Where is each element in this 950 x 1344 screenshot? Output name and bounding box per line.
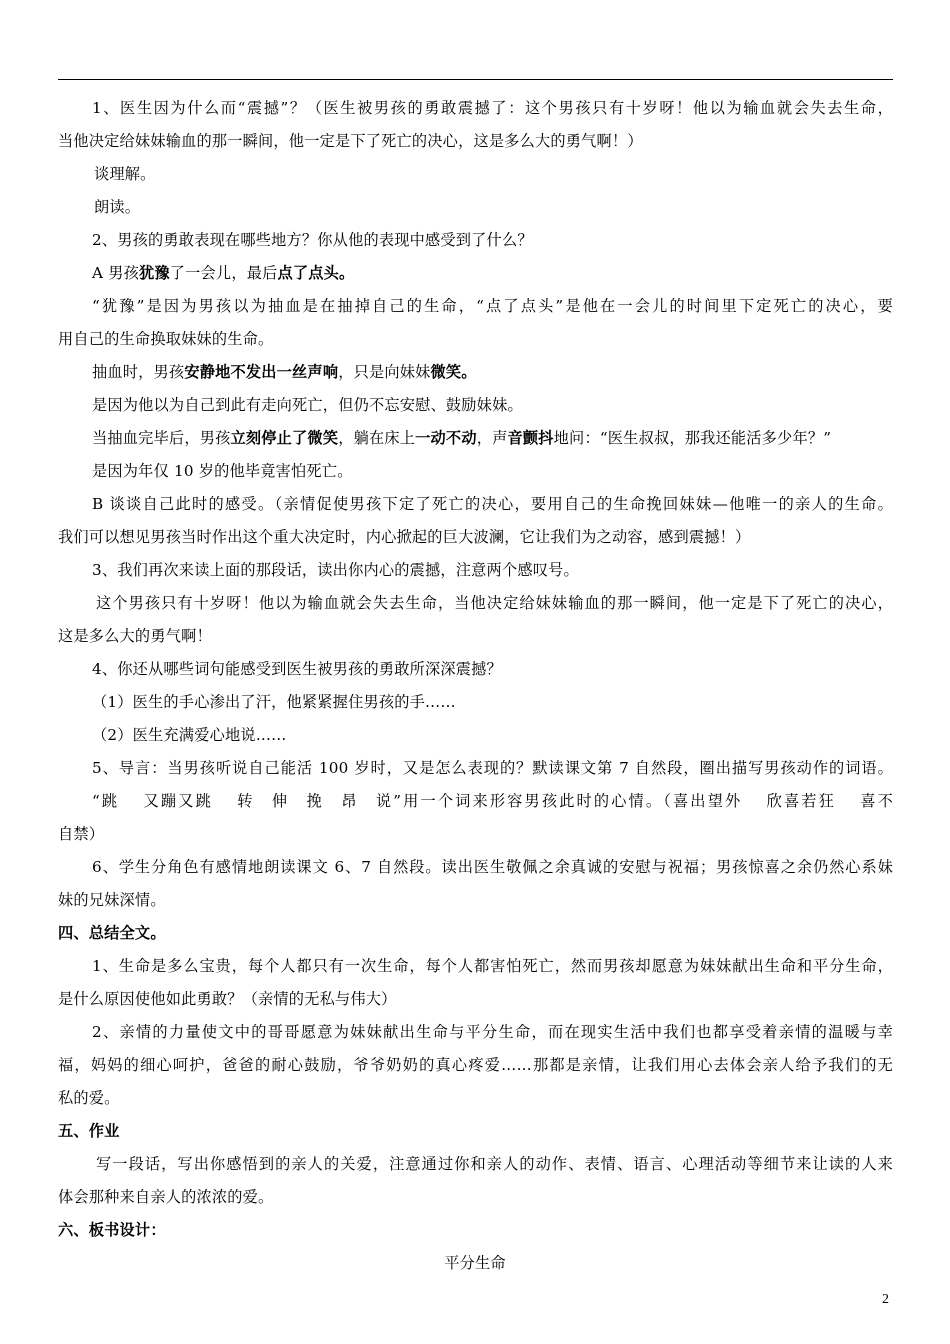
point-a-prefix: A 男孩 xyxy=(92,264,139,282)
summary-2-line-2: 福，妈妈的细心呵护，爸爸的耐心鼓励，爷爷奶奶的真心疼爱……那都是亲情，让我们用心去体会亲人给予我们的无 xyxy=(58,1056,893,1074)
page-number: 2 xyxy=(882,1292,889,1307)
section-4-heading: 四、总结全文。 xyxy=(58,924,166,942)
after-mid2: ，声 xyxy=(476,429,508,447)
question-4-item-1: （1）医生的手心渗出了汗，他紧紧握住男孩的手…… xyxy=(92,693,456,711)
point-b-line-1: B 谈谈自己此时的感受。（亲情促使男孩下定了死亡的决心，要用自己的生命挽回妹妹—他唯一的亲人的生命。 xyxy=(92,495,893,513)
header-rule xyxy=(58,79,893,80)
summary-2-line-3: 私的爱。 xyxy=(58,1089,120,1107)
action-words-line-1: “跳 又蹦又跳 转 伸 挽 昂 说”用一个词来形容男孩此时的心情。（喜出望外 欣喜若狂 喜不 xyxy=(92,792,893,810)
point-a-mid: 了一会儿，最后 xyxy=(169,264,278,282)
section-5-heading: 五、作业 xyxy=(58,1122,120,1140)
action-words-line-2: 自禁） xyxy=(58,825,105,843)
quote-line-2: 这是多么大的勇气啊！ xyxy=(58,627,212,645)
bold-stop-smile: 立刻停止了微笑 xyxy=(230,429,339,447)
after-mid: ，躺在床上 xyxy=(338,429,416,447)
question-3: 3、我们再次来读上面的那段话，读出你内心的震撼，注意两个感叹号。 xyxy=(92,561,579,579)
bold-motionless: 一动不动 xyxy=(415,429,477,447)
drawing-prefix: 抽血时，男孩 xyxy=(92,363,185,381)
bold-nod: 点了点头。 xyxy=(277,264,355,282)
summary-1-line-1: 1、生命是多么宝贵，每个人都只有一次生命，每个人都害怕死亡，然而男孩却愿意为妹妹献出生命和平分生命， xyxy=(92,957,893,975)
because-line-2: 是因为年仅 10 岁的他毕竟害怕死亡。 xyxy=(92,462,353,480)
bold-quiet: 安静地不发出一丝声响 xyxy=(184,363,339,381)
bold-hesitate: 犹豫 xyxy=(138,264,170,282)
board-design-title: 平分生命 xyxy=(444,1254,506,1272)
homework-line-2: 体会那种来自亲人的浓浓的爱。 xyxy=(58,1188,274,1206)
after-post: 地问：“医生叔叔，那我还能活多少年？” xyxy=(553,429,832,447)
question-4: 4、你还从哪些词句能感受到医生被男孩的勇敢所深深震撼？ xyxy=(92,660,502,678)
summary-1-line-2: 是什么原因使他如此勇敢？（亲情的无私与伟大） xyxy=(58,990,397,1008)
question-5: 5、导言：当男孩听说自己能活 100 岁时，又是怎么表现的？默读课文第 7 自然段，圈出描写男孩动作的词语。 xyxy=(92,759,893,777)
talk-understanding: 谈理解。 xyxy=(94,165,156,183)
bold-tremble: 音颤抖 xyxy=(507,429,554,447)
question-1-line-1: 1、医生因为什么而“震撼”？（医生被男孩的勇敢震撼了：这个男孩只有十岁呀！他以为输血就会失去生命， xyxy=(92,99,893,117)
after-blood-line xyxy=(92,428,927,448)
homework-line-1: 写一段话，写出你感悟到的亲人的关爱，注意通过你和亲人的动作、表情、语言、心理活动等细节来让读的人来 xyxy=(96,1155,893,1173)
drawing-blood-line xyxy=(92,362,927,382)
bold-smile: 微笑。 xyxy=(430,363,477,381)
after-prefix: 当抽血完毕后，男孩 xyxy=(92,429,231,447)
section-6-heading: 六、板书设计： xyxy=(58,1221,166,1239)
question-1-line-2: 当他决定给妹妹输血的那一瞬间，他一定是下了死亡的决心，这是多么大的勇气啊！） xyxy=(58,132,643,150)
question-4-item-2: （2）医生充满爱心地说…… xyxy=(92,726,287,744)
read-aloud: 朗读。 xyxy=(94,198,141,216)
because-line-1: 是因为他以为自己到此有走向死亡，但仍不忘安慰、鼓励妹妹。 xyxy=(92,396,523,414)
drawing-mid: ，只是向妹妹 xyxy=(338,363,431,381)
question-6-line-1: 6、学生分角色有感情地朗读课文 6、7 自然段。读出医生敬佩之余真诚的安慰与祝福；男孩惊喜之余仍然心系妹 xyxy=(92,858,893,876)
point-b-line-2: 我们可以想见男孩当时作出这个重大决定时，内心掀起的巨大波澜，它让我们为之动容，感到震撼！） xyxy=(58,528,751,546)
question-2: 2、男孩的勇敢表现在哪些地方？你从他的表现中感受到了什么？ xyxy=(92,231,533,249)
hesitate-explain-line-1: “犹豫”是因为男孩以为抽血是在抽掉自己的生命，“点了点头”是他在一会儿的时间里下定死亡的决心，要 xyxy=(92,297,893,315)
question-6-line-2: 妹的兄妹深情。 xyxy=(58,891,166,909)
quote-line-1: 这个男孩只有十岁呀！他以为输血就会失去生命，当他决定给妹妹输血的那一瞬间，他一定是下了死亡的决心， xyxy=(96,594,893,612)
point-a-line xyxy=(92,263,927,283)
summary-2-line-1: 2、亲情的力量使文中的哥哥愿意为妹妹献出生命与平分生命，而在现实生活中我们也都享受着亲情的温暖与幸 xyxy=(92,1023,893,1041)
hesitate-explain-line-2: 用自己的生命换取妹妹的生命。 xyxy=(58,330,274,348)
